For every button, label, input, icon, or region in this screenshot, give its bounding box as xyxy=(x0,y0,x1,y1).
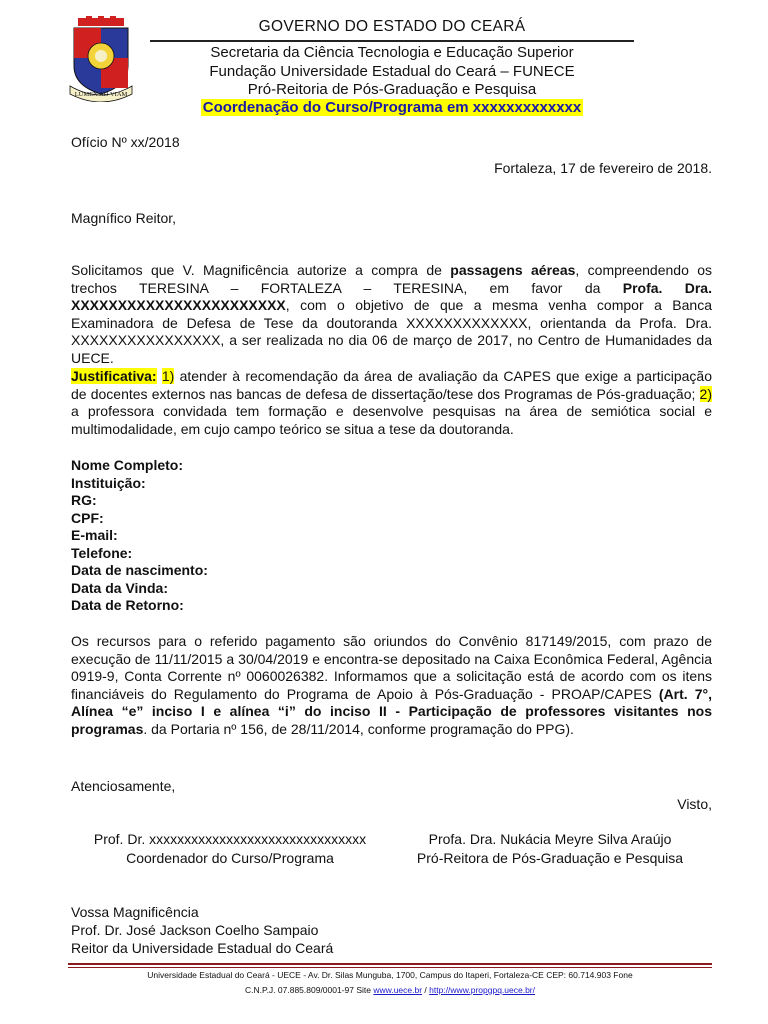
header-rule xyxy=(150,40,634,42)
addressee xyxy=(71,903,333,957)
funding-paragraph: Os recursos para o referido pagamento são oriundos do Convênio 817149/2015, com prazo de execução de 11/11/2015 a 30/04/2019 e encontra-se depositado na Caixa Econômica Federal, Agência 0919-9, Conta Corrente nº 0060026382. Informamos que a solicitação está de acordo com os itens financiáveis do Regulamento do Programa de Apoio à Pós-Graduação - PROAP/CAPES (Art. 7°, Alínea “e” inciso I e alínea “i” do inciso II - Participação de professores visitantes nos programas. da Portaria nº 156, de 28/11/2014, conforme programação do PPG). xyxy=(71,633,712,737)
footer-cnpj: C.N.P.J. 07.885.809/0001-97 Site www.uece.br / http://www.propgpq.uece.br/ xyxy=(245,985,535,995)
closing: Atenciosamente, xyxy=(71,778,176,794)
prorector-name: Profa. Dra. Nukácia Meyre Silva Araújo xyxy=(428,831,672,847)
prorector-title: Pró-Reitora de Pós-Graduação e Pesquisa xyxy=(416,850,684,866)
footer-rule xyxy=(68,963,712,965)
site-link-uece[interactable]: www.uece.br xyxy=(373,985,423,995)
place-date: Fortaleza, 17 de fevereiro de 2018. xyxy=(494,160,712,176)
field-birth-date: Data de nascimento: xyxy=(71,562,208,578)
coordinator-signature xyxy=(60,830,400,868)
site-link-propgpq[interactable]: http://www.propgpq.uece.br/ xyxy=(429,985,535,995)
field-full-name: Nome Completo: xyxy=(71,457,183,473)
field-phone: Telefone: xyxy=(71,544,133,561)
addressee-line: Reitor da Universidade Estadual do Ceará xyxy=(71,940,334,956)
field-return-date: Data de Retorno: xyxy=(71,597,184,613)
prorector-signature xyxy=(390,830,710,868)
coordinator-name: Prof. Dr. xxxxxxxxxxxxxxxxxxxxxxxxxxxxxxx xyxy=(93,831,367,847)
coordinator-title: Coordenador do Curso/Programa xyxy=(126,850,334,866)
field-rg: RG: xyxy=(71,492,97,508)
government-title: GOVERNO DO ESTADO DO CEARÁ xyxy=(258,18,526,35)
addressee-line: Prof. Dr. José Jackson Coelho Sampaio xyxy=(71,922,319,938)
letter-number: Ofício Nº xx/2018 xyxy=(71,134,180,150)
crest-motto: LUMEN AD VIAM xyxy=(74,91,128,98)
field-email: E-mail: xyxy=(71,527,118,543)
university-crest-icon xyxy=(68,16,134,102)
addressee-line: Vossa Magnificência xyxy=(71,904,199,920)
justification-paragraph: Justificativa: 1) atender à recomendação da área de avaliação da CAPES que exige a participação de docentes externos nas bancas de defesa de dissertação/tese dos Programas de Pós-graduação; 2) a professora convidada tem formação e desenvolve pesquisas na área de semiótica social e multimodalidade, em cujo campo teórico se situa a tese da doutoranda. xyxy=(71,368,713,437)
footer-rule-thin xyxy=(68,967,712,968)
foundation-title: Fundação Universidade Estadual do Ceará – FUNECE xyxy=(209,63,575,80)
secretariat-title: Secretaria da Ciência Tecnologia e Educação Superior xyxy=(210,44,574,61)
pro-rectory-title: Pró-Reitoria de Pós-Graduação e Pesquisa xyxy=(247,81,537,98)
salutation: Magnífico Reitor, xyxy=(71,210,177,226)
field-arrival-date: Data da Vinda: xyxy=(71,579,168,596)
field-cpf: CPF: xyxy=(71,509,104,526)
visto-label: Visto, xyxy=(677,796,712,812)
request-paragraph: Solicitamos que V. Magnificência autorize a compra de passagens aéreas, compreendendo os trechos TERESINA – FORTALEZA – TERESINA, em favor da Profa. Dra. XXXXXXXXXXXXXXXXXXXXXXX, com o objetivo de que a mesma venha compor a Banca Examinadora de Defesa de Tese da doutoranda XXXXXXXXXXXXX, orientanda da Profa. Dra. XXXXXXXXXXXXXXXX, a ser realizada no dia 06 de março de 2017, no Centro de Humanidades da UECE. xyxy=(71,262,713,366)
coordination-title: Coordenação do Curso/Programa em xxxxxxxxxxxxx xyxy=(202,99,582,116)
justification-label: Justificativa: xyxy=(71,368,157,384)
field-institution: Instituição: xyxy=(71,474,146,491)
footer-address: Universidade Estadual do Ceará - UECE - Av. Dr. Silas Munguba, 1700, Campus do Itaperi, Fortaleza-CE CEP: 60.714.903 Fone xyxy=(147,970,633,980)
